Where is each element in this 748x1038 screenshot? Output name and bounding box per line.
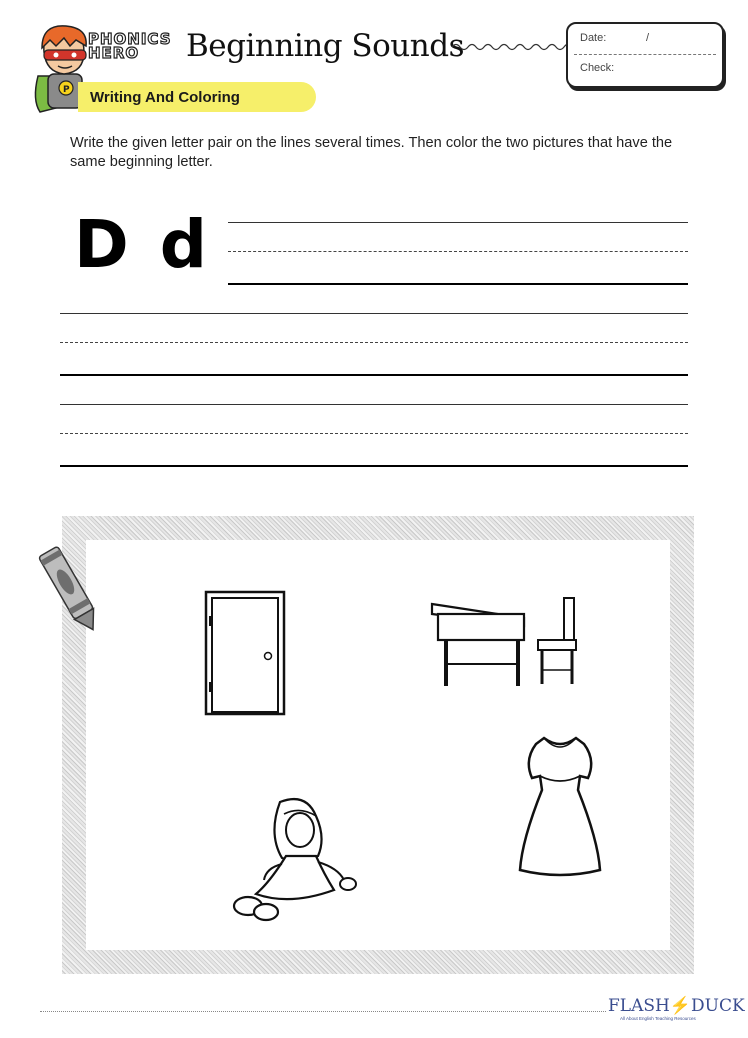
writing-line-mid[interactable]	[60, 342, 688, 343]
writing-line-base[interactable]	[60, 465, 688, 467]
crayon-icon	[34, 536, 104, 640]
footer-divider	[40, 1011, 606, 1012]
letter-pair: D d	[74, 206, 212, 283]
date-slash: /	[646, 32, 650, 44]
svg-text:P: P	[63, 85, 70, 95]
writing-line-top[interactable]	[60, 404, 688, 405]
date-check-box	[566, 22, 724, 88]
logo-tagline: All About English Teaching Resources	[620, 1016, 696, 1021]
flashduck-logo	[608, 996, 745, 1016]
doll-icon[interactable]	[230, 794, 360, 922]
writing-line-top[interactable]	[60, 313, 688, 314]
logo-part-2: DUCK	[691, 996, 745, 1016]
logo-part-1: FLASH	[608, 996, 670, 1016]
date-divider	[574, 54, 716, 55]
dress-icon[interactable]	[514, 730, 606, 880]
writing-line-mid[interactable]	[228, 251, 688, 252]
check-label: Check:	[580, 62, 615, 74]
writing-line-base[interactable]	[228, 283, 688, 285]
date-label: Date:	[580, 32, 607, 44]
door-icon[interactable]	[200, 588, 290, 718]
decorative-squiggle	[452, 40, 568, 54]
desk-and-chair-icon[interactable]	[424, 592, 584, 692]
writing-line-base[interactable]	[60, 374, 688, 376]
brand-line-1: PHONICS	[88, 30, 172, 48]
phonics-hero-logo	[88, 32, 172, 60]
writing-line-mid[interactable]	[60, 433, 688, 434]
worksheet-title: Beginning Sounds	[186, 28, 464, 64]
section-banner	[78, 82, 316, 112]
brand-line-2: HERO	[88, 44, 140, 62]
instructions-text: Write the given letter pair on the lines several times. Then color the two pictures that have the same beginning letter.	[70, 135, 673, 170]
lightning-icon: ⚡	[669, 996, 692, 1016]
writing-line-top[interactable]	[228, 222, 688, 223]
section-banner-label: Writing And Coloring	[90, 89, 240, 106]
